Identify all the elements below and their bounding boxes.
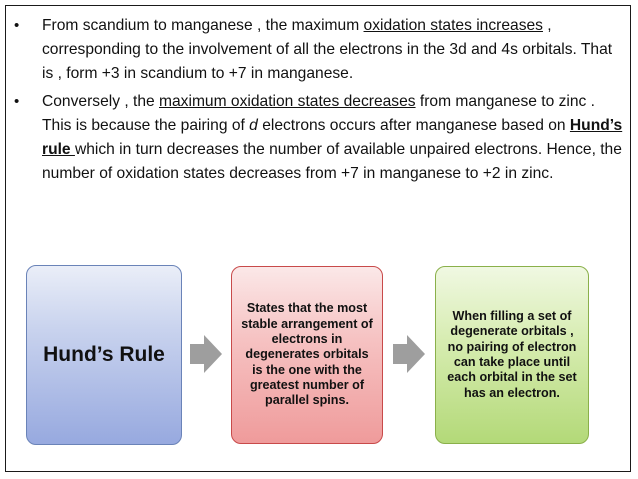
text-run: electrons occurs after manganese based on [257, 117, 570, 134]
text-run: Conversely , the [42, 93, 160, 110]
bullet-marker: • [14, 17, 20, 34]
bullet-text [42, 17, 612, 82]
text-run: , corresponding to the involvement of all the electrons in the 3d and 4s orbitals. That is , form +3 in scandium to +7 in manganese. [42, 17, 613, 82]
chevron-arrow-right-icon [393, 335, 425, 373]
text-run: from manganese to zinc . This is because the pairing of [42, 93, 595, 134]
italic-term-d: d [249, 117, 258, 134]
hunds-rule-label: Hund’s Rule [43, 343, 165, 366]
filling-rule-box [435, 266, 589, 444]
definition-box [231, 266, 383, 444]
bullet-item-conversely [14, 90, 624, 186]
text-run: From scandium to manganese , the maximum [42, 17, 364, 34]
chevron-arrow-right-icon [190, 335, 222, 373]
bullet-text [42, 93, 622, 182]
hunds-rule-box [26, 265, 182, 445]
bullet-marker: • [14, 93, 20, 110]
bullet-item-scandium-manganese [14, 14, 624, 86]
underlined-term-oxidation-states: oxidation states increases [363, 17, 543, 34]
underlined-term-max-oxidation: maximum oxidation states decreases [159, 93, 416, 110]
text-run: which in turn decreases the number of available unpaired electrons. Hence, the number of oxidation states decreases from +7 in manganese to +2 in zinc. [42, 141, 622, 182]
bullet-list [14, 14, 624, 190]
filling-rule-text: When filling a set of degenerate orbitals , no pairing of electron can take place until each orbital in the set has an electron. [447, 309, 577, 400]
definition-text: States that the most stable arrangement of electrons in degenerates orbitals is the one with the greatest number of parallel spins. [241, 301, 373, 408]
bold-term-hunds-rule: Hund’s rule [42, 117, 623, 158]
